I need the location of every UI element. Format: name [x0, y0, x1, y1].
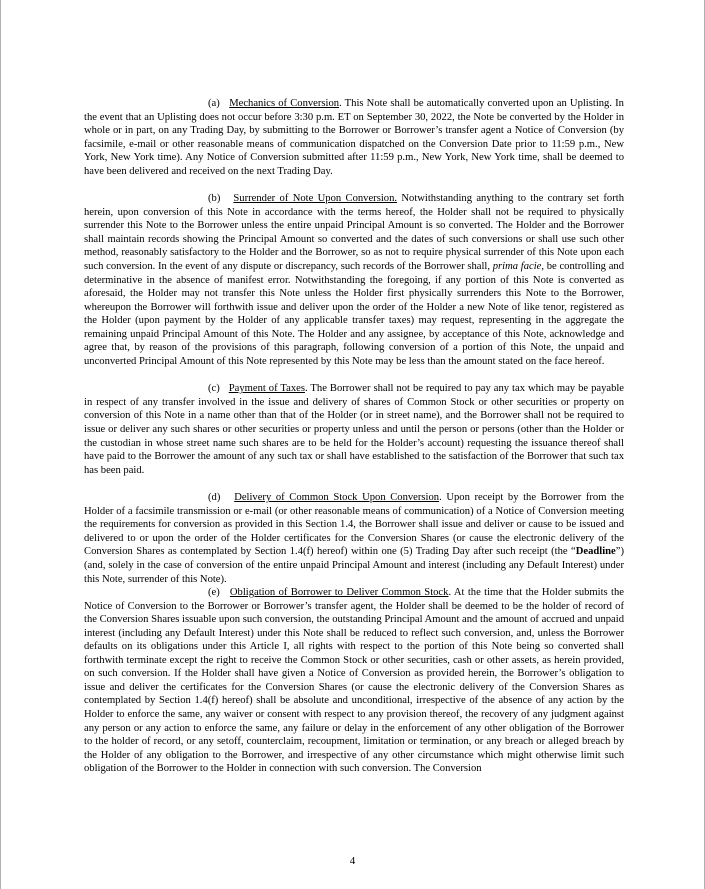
document-body: [84, 97, 624, 776]
paragraph-text: . This Note shall be automatically converted upon an Uplisting. In the event that an Uplisting does not occur before 3:30 p.m. ET on September 30, 2022, the Note be converted by the Holder in whole or in part, on any Trading Day, by submitting to the Borrower or Borrower’s transfer agent a Notice of Conversion (by facsimile, e-mail or other reasonable means of communication dispatched on the Conversion Date prior to 11:59 p.m., New York, New York time). Any Notice of Conversion submitted after 11:59 p.m., New York, New York time, shall be deemed to have been delivered and received on the next Trading Day.: [84, 98, 624, 177]
paragraph-text: . Upon receipt by the Borrower from the Holder of a facsimile transmission or e-mail (or other reasonable means of communication) of a Notice of Conversion meeting the requirements for conversion as provided in this Section 1.4, the Borrower shall issue and deliver or cause to be issued and delivered to or upon the order of the Holder certificates for the Conversion Shares (or cause the electronic delivery of the Conversion Shares as contemplated by Section 1.4(f) hereof) within one (5) Trading Day after such receipt (the “: [84, 492, 624, 558]
paragraph-label: (c): [208, 383, 220, 395]
paragraph-heading: Mechanics of Conversion: [229, 98, 340, 109]
paragraph-text: , be controlling and determinative in the absence of manifest error. Notwithstanding the foregoing, if any portion of this Note is converted as aforesaid, the Holder may not transfer this Note unless the Holder first physically surrenders this Note to the Borrower, whereupon the Borrower will forthwith issue and deliver upon the order of the Holder a new Note of like tenor, registered as the Holder (upon payment by the Holder of any applicable transfer taxes) may request, representing in the aggregate the remaining unpaid Principal Amount of this Note. The Holder and any assignee, by acceptance of this Note, acknowledge and agree that, by reason of the provisions of this paragraph, following conversion of a portion of this Note, the unpaid and unconverted Principal Amount of this Note represented by this Note may be less than the amount stated on the face hereof.: [84, 261, 624, 367]
paragraph-text: . At the time that the Holder submits the Notice of Conversion to the Borrower or Borrower’s transfer agent, the Holder shall be deemed to be the holder of record of the Conversion Shares issuable upon such conversion, the outstanding Principal Amount and the amount of accrued and unpaid interest (including any Default Interest) under this Note shall be reduced to reflect such conversion, and, unless the Borrower defaults on its obligations under this Article I, all rights with respect to the portion of this Note being so converted shall forthwith terminate except the right to receive the Common Stock or other securities, cash or other assets, as herein provided, on such conversion. If the Holder shall have given a Notice of Conversion as provided herein, the Borrower’s obligation to issue and deliver the certificates for the Conversion Shares (or cause the electronic delivery of the Conversion Shares as contemplated by Section 1.4(f) hereof) shall be absolute and unconditional, irrespective of the absence of any action by the Holder to enforce the same, any waiver or consent with respect to any provision thereof, the recovery of any judgment against any person or any action to enforce the same, any failure or delay in the enforcement of any other obligation of the Borrower to the holder of record, or any setoff, counterclaim, recoupment, limitation or termination, or any breach or alleged breach by the Holder of any obligation to the Borrower, and irrespective of any other circumstance which might otherwise limit such obligation of the Borrower to the Holder in connection with such conversion. The Conversion: [84, 587, 624, 775]
paragraph-c: [84, 382, 624, 477]
paragraph-text: ”) (and, solely in the case of conversion of the entire unpaid Principal Amount and interest (including any Default Interest) under this Note, surrender of this Note).: [84, 546, 624, 585]
paragraph-heading: Surrender of Note Upon Conversion.: [233, 193, 398, 205]
paragraph-label: (b): [208, 193, 221, 205]
paragraph-heading: Obligation of Borrower to Deliver Common Stock: [229, 587, 449, 599]
paragraph-label: (d): [208, 492, 221, 504]
paragraph-text: Notwithstanding anything to the contrary set forth herein, upon conversion of this Note in accordance with the terms hereof, the Holder shall not be required to physically surrender this Note to the Borrower unless the entire unpaid Principal Amount is so converted. The Holder and the Borrower shall maintain records showing the Principal Amount so converted and the dates of such conversions or shall use such other method, reasonably satisfactory to the Holder and the Borrower, so as not to require physical surrender of this Note upon each such conversion. In the event of any dispute or discrepancy, such records of the Borrower shall,: [84, 193, 624, 273]
paragraph-label: (a): [208, 98, 220, 109]
italic-term: prima facie: [492, 261, 542, 273]
page-number: 4: [349, 855, 356, 867]
paragraph-a: [84, 97, 624, 178]
defined-term: Deadline: [575, 546, 616, 558]
paragraph-text: . The Borrower shall not be required to pay any tax which may be payable in respect of any transfer involved in the issue and delivery of shares of Common Stock or other securities or property on conversion of this Note in a name other than that of the Holder (or in street name), and the Borrower shall not be required to issue or deliver any such shares or other securities or property unless and until the person or persons (other than the Holder or the custodian in whose street name such shares are to be held for the Holder’s account) requesting the issuance thereof shall have paid to the Borrower the amount of any such tax or shall have established to the satisfaction of the Borrower that such tax has been paid.: [84, 383, 625, 476]
paragraph-heading: Payment of Taxes: [228, 383, 305, 395]
paragraph-b: [84, 192, 624, 368]
paragraph-e: [84, 586, 624, 776]
paragraph-label: (e): [208, 587, 220, 599]
paragraph-heading: Delivery of Common Stock Upon Conversion: [234, 492, 440, 504]
paragraph-d: [84, 491, 624, 586]
